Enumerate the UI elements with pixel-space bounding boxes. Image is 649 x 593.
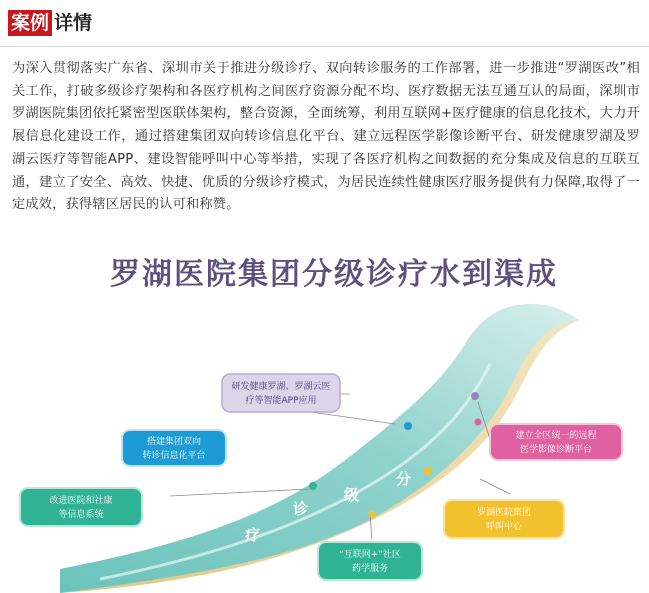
box-transfer-line2: 转诊信息化平台 <box>142 451 206 461</box>
header-divider <box>0 46 649 47</box>
box-remote <box>490 424 622 460</box>
box-info-line2: 等信息系统 <box>58 510 104 520</box>
box-call-line2: 呼叫中心 <box>485 522 523 532</box>
infographic-svg <box>49 224 649 593</box>
river-char-2: 级 <box>344 486 360 504</box>
case-tag: 案例 <box>8 10 52 36</box>
box-app <box>222 374 340 412</box>
infographic-title: 罗湖医院集团分级诊疗水到渠成 <box>110 257 558 292</box>
box-remote-line1: 建立全区统一的远程 <box>515 431 597 441</box>
dot-pink <box>475 419 482 426</box>
box-info <box>20 488 142 526</box>
box-call <box>444 500 564 538</box>
dot-purple <box>471 392 479 400</box>
infographic <box>49 224 649 593</box>
box-remote-line2: 医学影像诊断平台 <box>519 445 593 455</box>
river-char-1: 疗 <box>245 526 261 544</box>
dot-yellow-2 <box>369 511 376 518</box>
box-app-line1: 研发健康罗湖、罗湖云医 <box>231 382 331 392</box>
case-header <box>8 8 92 38</box>
dot-yellow <box>424 467 432 475</box>
case-paragraph: 为深入贯彻落实广东省、深圳市关于推进分级诊疗、双向转诊服务的工作部署，进一步推进“罗湖医改”相关工作，打破多级诊疗架构和各医疗机构之间医疗资源分配不均、医疗数据无法互通互认的局面，深圳市罗湖医院集团依托紧密型医联体架构，整合资源，全面统筹，利用互联网+医疗健康的信息化技术，大力开展信息化建设工作，通过搭建集团双向转诊信息化平台、建立远程医学影像诊断平台、研发健康罗湖及罗湖云医疗等智能APP、建设智能呼叫中心等举措，实现了各医疗机构之间数据的充分集成及信息的互联互通，建立了安全、高效、快捷、优质的分级诊疗模式，为居民连续性健康医疗服务提供有力保障,取得了一定成效，获得辖区居民的认可和称赞。 <box>12 61 640 213</box>
river-char-3: 分 <box>396 470 412 488</box>
box-transfer <box>122 430 226 466</box>
box-transfer-line1: 搭建集团双向 <box>146 437 202 447</box>
river-char-0: 诊 <box>293 500 309 518</box>
case-title: 详情 <box>54 12 93 34</box>
box-community <box>318 542 422 580</box>
box-community-line1: “互联网+”社区 <box>339 550 401 560</box>
dot-blue <box>404 422 412 430</box>
box-call-line1: 罗湖医院集团 <box>476 508 532 518</box>
box-community-line2: 药学服务 <box>351 564 389 574</box>
dot-green <box>309 482 317 490</box>
box-app-line2: 疗等智能APP应用 <box>245 396 317 406</box>
box-info-line1: 改进医院和社康 <box>49 496 113 506</box>
